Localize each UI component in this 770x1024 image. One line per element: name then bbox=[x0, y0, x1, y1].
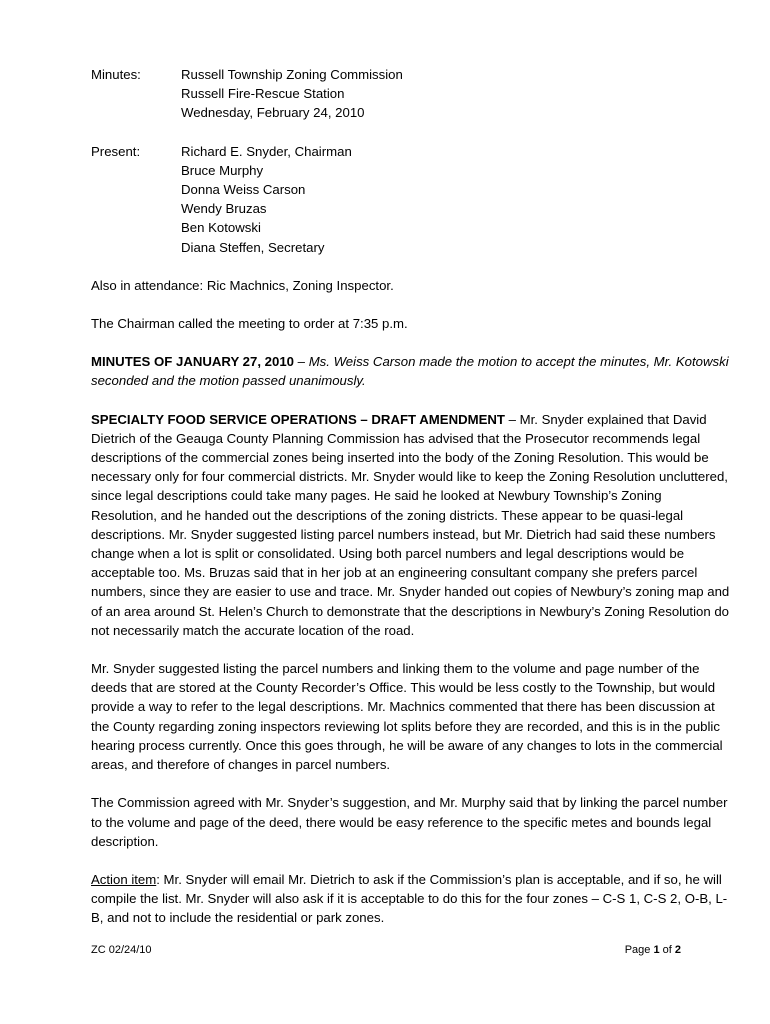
minutes-line: Russell Township Zoning Commission bbox=[181, 67, 403, 82]
attendee-name: Bruce Murphy bbox=[181, 162, 264, 178]
attendance-paragraph: Also in attendance: Ric Machnics, Zoning Inspector. bbox=[91, 277, 394, 293]
attendee-name: Richard E. Snyder, Chairman bbox=[181, 143, 352, 159]
minutes-line: Russell Fire-Rescue Station bbox=[181, 86, 345, 102]
footer-code: ZC 02/24/10 bbox=[91, 944, 152, 956]
page-current: 1 bbox=[653, 944, 660, 956]
specialty-food-paragraph bbox=[91, 410, 731, 640]
parcel-paragraph: Mr. Snyder suggested listing the parcel numbers and linking them to the volume and page number of the deeds that are stored at the County Recorder’s Office. This would be less costly to the Township, but would provide a way to refer to the legal descriptions. Mr. Machnics commented that there has been discussion at the County regarding zoning inspectors reviewing lot splits before they are recorded, and this is in the public hearing process currently. Once this goes through, he will be aware of any changes to lots in the commercial areas, and therefore of changes in parcel numbers. bbox=[91, 661, 723, 773]
minutes-heading: MINUTES OF JANUARY 27, 2010 bbox=[91, 354, 295, 370]
agreement-paragraph: The Commission agreed with Mr. Snyder’s suggestion, and Mr. Murphy said that by linking the parcel number to the volume and page of the deed, there would be easy reference to the specific metes and bounds legal description. bbox=[91, 795, 728, 849]
attendee-name: Donna Weiss Carson bbox=[181, 182, 306, 198]
minutes-dash: – bbox=[294, 354, 309, 370]
action-item-paragraph bbox=[91, 870, 731, 928]
call-to-order-paragraph: The Chairman called the meeting to order at 7:35 p.m. bbox=[91, 316, 408, 332]
action-item-text: : Mr. Snyder will email Mr. Dietrich to ask if the Commission’s plan is acceptable, and if so, he will compile the list. Mr. Snyder will also ask if it is acceptable to do this for the four zones – C-S 1, C-S 2, O-B, L-B, and not to include the residential or park zones. bbox=[91, 871, 728, 926]
page-number bbox=[625, 942, 681, 958]
present-label: Present: bbox=[91, 143, 141, 159]
attendee-name: Wendy Bruzas bbox=[181, 201, 267, 217]
document-content bbox=[91, 65, 731, 928]
attendee-name: Diana Steffen, Secretary bbox=[181, 239, 325, 255]
page-footer bbox=[91, 942, 681, 958]
specialty-text: – Mr. Snyder explained that David Dietrich of the Geauga County Planning Commission has advised that the Prosecutor recommends legal descriptions of the commercial zones being inserted into the body of the Zoning Resolution. This would be necessary only for four commercial districts. Mr. Snyder would like to keep the Zoning Resolution uncluttered, since legal descriptions could take many pages. He said he looked at Newbury Township’s Zoning Resolution, and he handed out the descriptions of the zoning districts. These appear to be quasi-legal descriptions. Mr. Snyder suggested listing parcel numbers instead, but Mr. Dietrich had said these numbers change when a lot is split or consolidated. Using both parcel numbers and legal descriptions would be acceptable too. Ms. Bruzas said that in her job at an engineering consultant company she prefers parcel numbers, since they are easier to use and trace. Mr. Snyder handed out copies of Newbury’s zoning map and of an area around St. Helen’s Church to demonstrate that the descriptions in Newbury’s Zoning Resolution do not necessarily match the accurate location of the road. bbox=[91, 411, 730, 638]
attendee-name: Ben Kotowski bbox=[181, 220, 261, 236]
present-lines bbox=[181, 142, 352, 257]
minutes-header bbox=[91, 65, 731, 123]
page-total: 2 bbox=[674, 944, 681, 956]
page-word: Page bbox=[624, 944, 654, 956]
minutes-line: Wednesday, February 24, 2010 bbox=[181, 105, 365, 121]
present-header bbox=[91, 142, 731, 257]
minutes-approval-paragraph bbox=[91, 352, 731, 390]
minutes-lines bbox=[181, 65, 403, 123]
page-of-word: of bbox=[659, 944, 675, 956]
minutes-label: Minutes: bbox=[91, 67, 141, 82]
action-item-label: Action item bbox=[91, 871, 157, 887]
minutes-motion-text: Ms. Weiss Carson made the motion to accept the minutes, Mr. Kotowski seconded and the motion passed unanimously. bbox=[91, 354, 729, 389]
specialty-heading: SPECIALTY FOOD SERVICE OPERATIONS – DRAFT AMENDMENT bbox=[91, 411, 505, 427]
